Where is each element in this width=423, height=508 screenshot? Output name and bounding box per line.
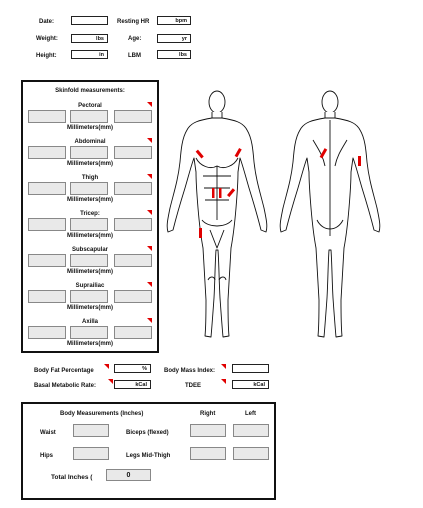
skinfold-site-label: Abdominal (74, 139, 106, 145)
skinfold-measure-2-field[interactable] (70, 218, 108, 231)
hips-field[interactable] (73, 447, 109, 460)
skinfold-measure-2-field[interactable] (70, 326, 108, 339)
resting-hr-unit: bpm (175, 18, 187, 24)
skinfold-measure-3-field[interactable] (114, 146, 152, 159)
skinfold-measure-1-field[interactable] (28, 254, 66, 267)
comment-indicator-icon (221, 379, 226, 384)
skinfold-unit-label: Millimeters(mm) (66, 269, 113, 275)
skinfold-measure-2-field[interactable] (70, 182, 108, 195)
tdee-field[interactable] (232, 380, 269, 389)
waist-field[interactable] (73, 424, 109, 437)
age-label: Age: (128, 36, 142, 42)
total-inches-value: 0 (106, 469, 151, 481)
body-fat-field[interactable] (114, 364, 151, 373)
skinfold-unit-label: Millimeters(mm) (66, 305, 113, 311)
waist-label: Waist (40, 430, 56, 436)
thigh-left-field[interactable] (233, 447, 269, 460)
age-field[interactable] (157, 34, 191, 43)
skinfold-site-label: Tricep: (80, 211, 100, 217)
comment-indicator-icon (147, 174, 152, 179)
skinfold-measure-2-field[interactable] (70, 146, 108, 159)
comment-indicator-icon (147, 282, 152, 287)
comment-indicator-icon (221, 364, 226, 369)
hips-label: Hips (40, 453, 54, 459)
skinfold-unit-label: Millimeters(mm) (66, 341, 113, 347)
skinfold-measure-1-field[interactable] (28, 146, 66, 159)
lbm-field[interactable] (157, 50, 191, 59)
skinfold-unit-label: Millimeters(mm) (66, 161, 113, 167)
bmi-field[interactable] (232, 364, 269, 373)
skinfold-site-label: Thigh (81, 175, 99, 181)
comment-indicator-icon (147, 246, 152, 251)
skinfold-unit-label: Millimeters(mm) (66, 125, 113, 131)
body-fat-unit: % (142, 366, 147, 372)
comment-indicator-icon (147, 138, 152, 143)
comment-indicator-icon (147, 318, 152, 323)
bmr-label: Basal Metabolic Rate: (34, 383, 97, 389)
skinfold-measure-2-field[interactable] (70, 254, 108, 267)
skinfold-measure-2-field[interactable] (70, 290, 108, 303)
weight-field[interactable] (71, 34, 108, 43)
skinfold-unit-label: Millimeters(mm) (66, 233, 113, 239)
right-column-label: Right (200, 411, 216, 417)
skinfold-measure-3-field[interactable] (114, 254, 152, 267)
date-field[interactable] (71, 16, 108, 25)
comment-indicator-icon (104, 364, 109, 369)
tdee-label: TDEE (185, 383, 202, 389)
biceps-left-field[interactable] (233, 424, 269, 437)
skinfold-measure-1-field[interactable] (28, 218, 66, 231)
age-unit: yr (181, 36, 187, 42)
skinfold-measure-2-field[interactable] (70, 110, 108, 123)
skinfold-unit-label: Millimeters(mm) (66, 197, 113, 203)
skinfold-site-label: Pectoral (78, 103, 102, 109)
body-fat-label: Body Fat Percentage (34, 368, 94, 374)
back-body-figure (280, 91, 380, 337)
comment-indicator-icon (108, 379, 113, 384)
thigh-right-field[interactable] (190, 447, 226, 460)
left-column-label: Left (245, 411, 256, 417)
skinfold-measure-3-field[interactable] (114, 326, 152, 339)
resting-hr-label: Resting HR (117, 19, 150, 25)
weight-unit: lbs (96, 36, 104, 42)
height-label: Height: (36, 53, 57, 59)
date-label: Date: (39, 19, 55, 25)
skinfold-measure-1-field[interactable] (28, 326, 66, 339)
height-unit: in (99, 52, 104, 58)
biceps-right-field[interactable] (190, 424, 226, 437)
resting-hr-field[interactable] (157, 16, 191, 25)
comment-indicator-icon (147, 102, 152, 107)
skinfold-measure-1-field[interactable] (28, 182, 66, 195)
skinfold-site-label: Axilla (81, 319, 98, 325)
skinfold-measure-3-field[interactable] (114, 110, 152, 123)
front-body-figure (167, 91, 267, 337)
skinfold-measure-1-field[interactable] (28, 290, 66, 303)
skinfold-measure-1-field[interactable] (28, 110, 66, 123)
skinfold-title: Skinfold measurements: (55, 88, 125, 94)
total-inches-label: Total Inches ( (51, 474, 93, 481)
skinfold-site-label: Suprailiac (75, 283, 105, 289)
body-diagram (160, 80, 390, 350)
lbm-label: LBM (128, 53, 141, 59)
lbm-unit: lbs (179, 52, 187, 58)
weight-label: Weight: (36, 36, 58, 42)
biceps-label: Biceps (flexed) (126, 430, 169, 436)
comment-indicator-icon (147, 210, 152, 215)
skinfold-measure-3-field[interactable] (114, 218, 152, 231)
thigh-label: Legs Mid-Thigh (126, 453, 171, 459)
bmr-unit: kCal (135, 382, 147, 388)
skinfold-measure-3-field[interactable] (114, 290, 152, 303)
bmr-field[interactable] (114, 380, 151, 389)
skinfold-measure-3-field[interactable] (114, 182, 152, 195)
bmi-label: Body Mass Index: (164, 368, 216, 374)
body-measurements-title: Body Measurements (Inches) (60, 411, 144, 417)
tdee-unit: kCal (253, 382, 265, 388)
skinfold-site-label: Subscapular (71, 247, 108, 253)
height-field[interactable] (71, 50, 108, 59)
